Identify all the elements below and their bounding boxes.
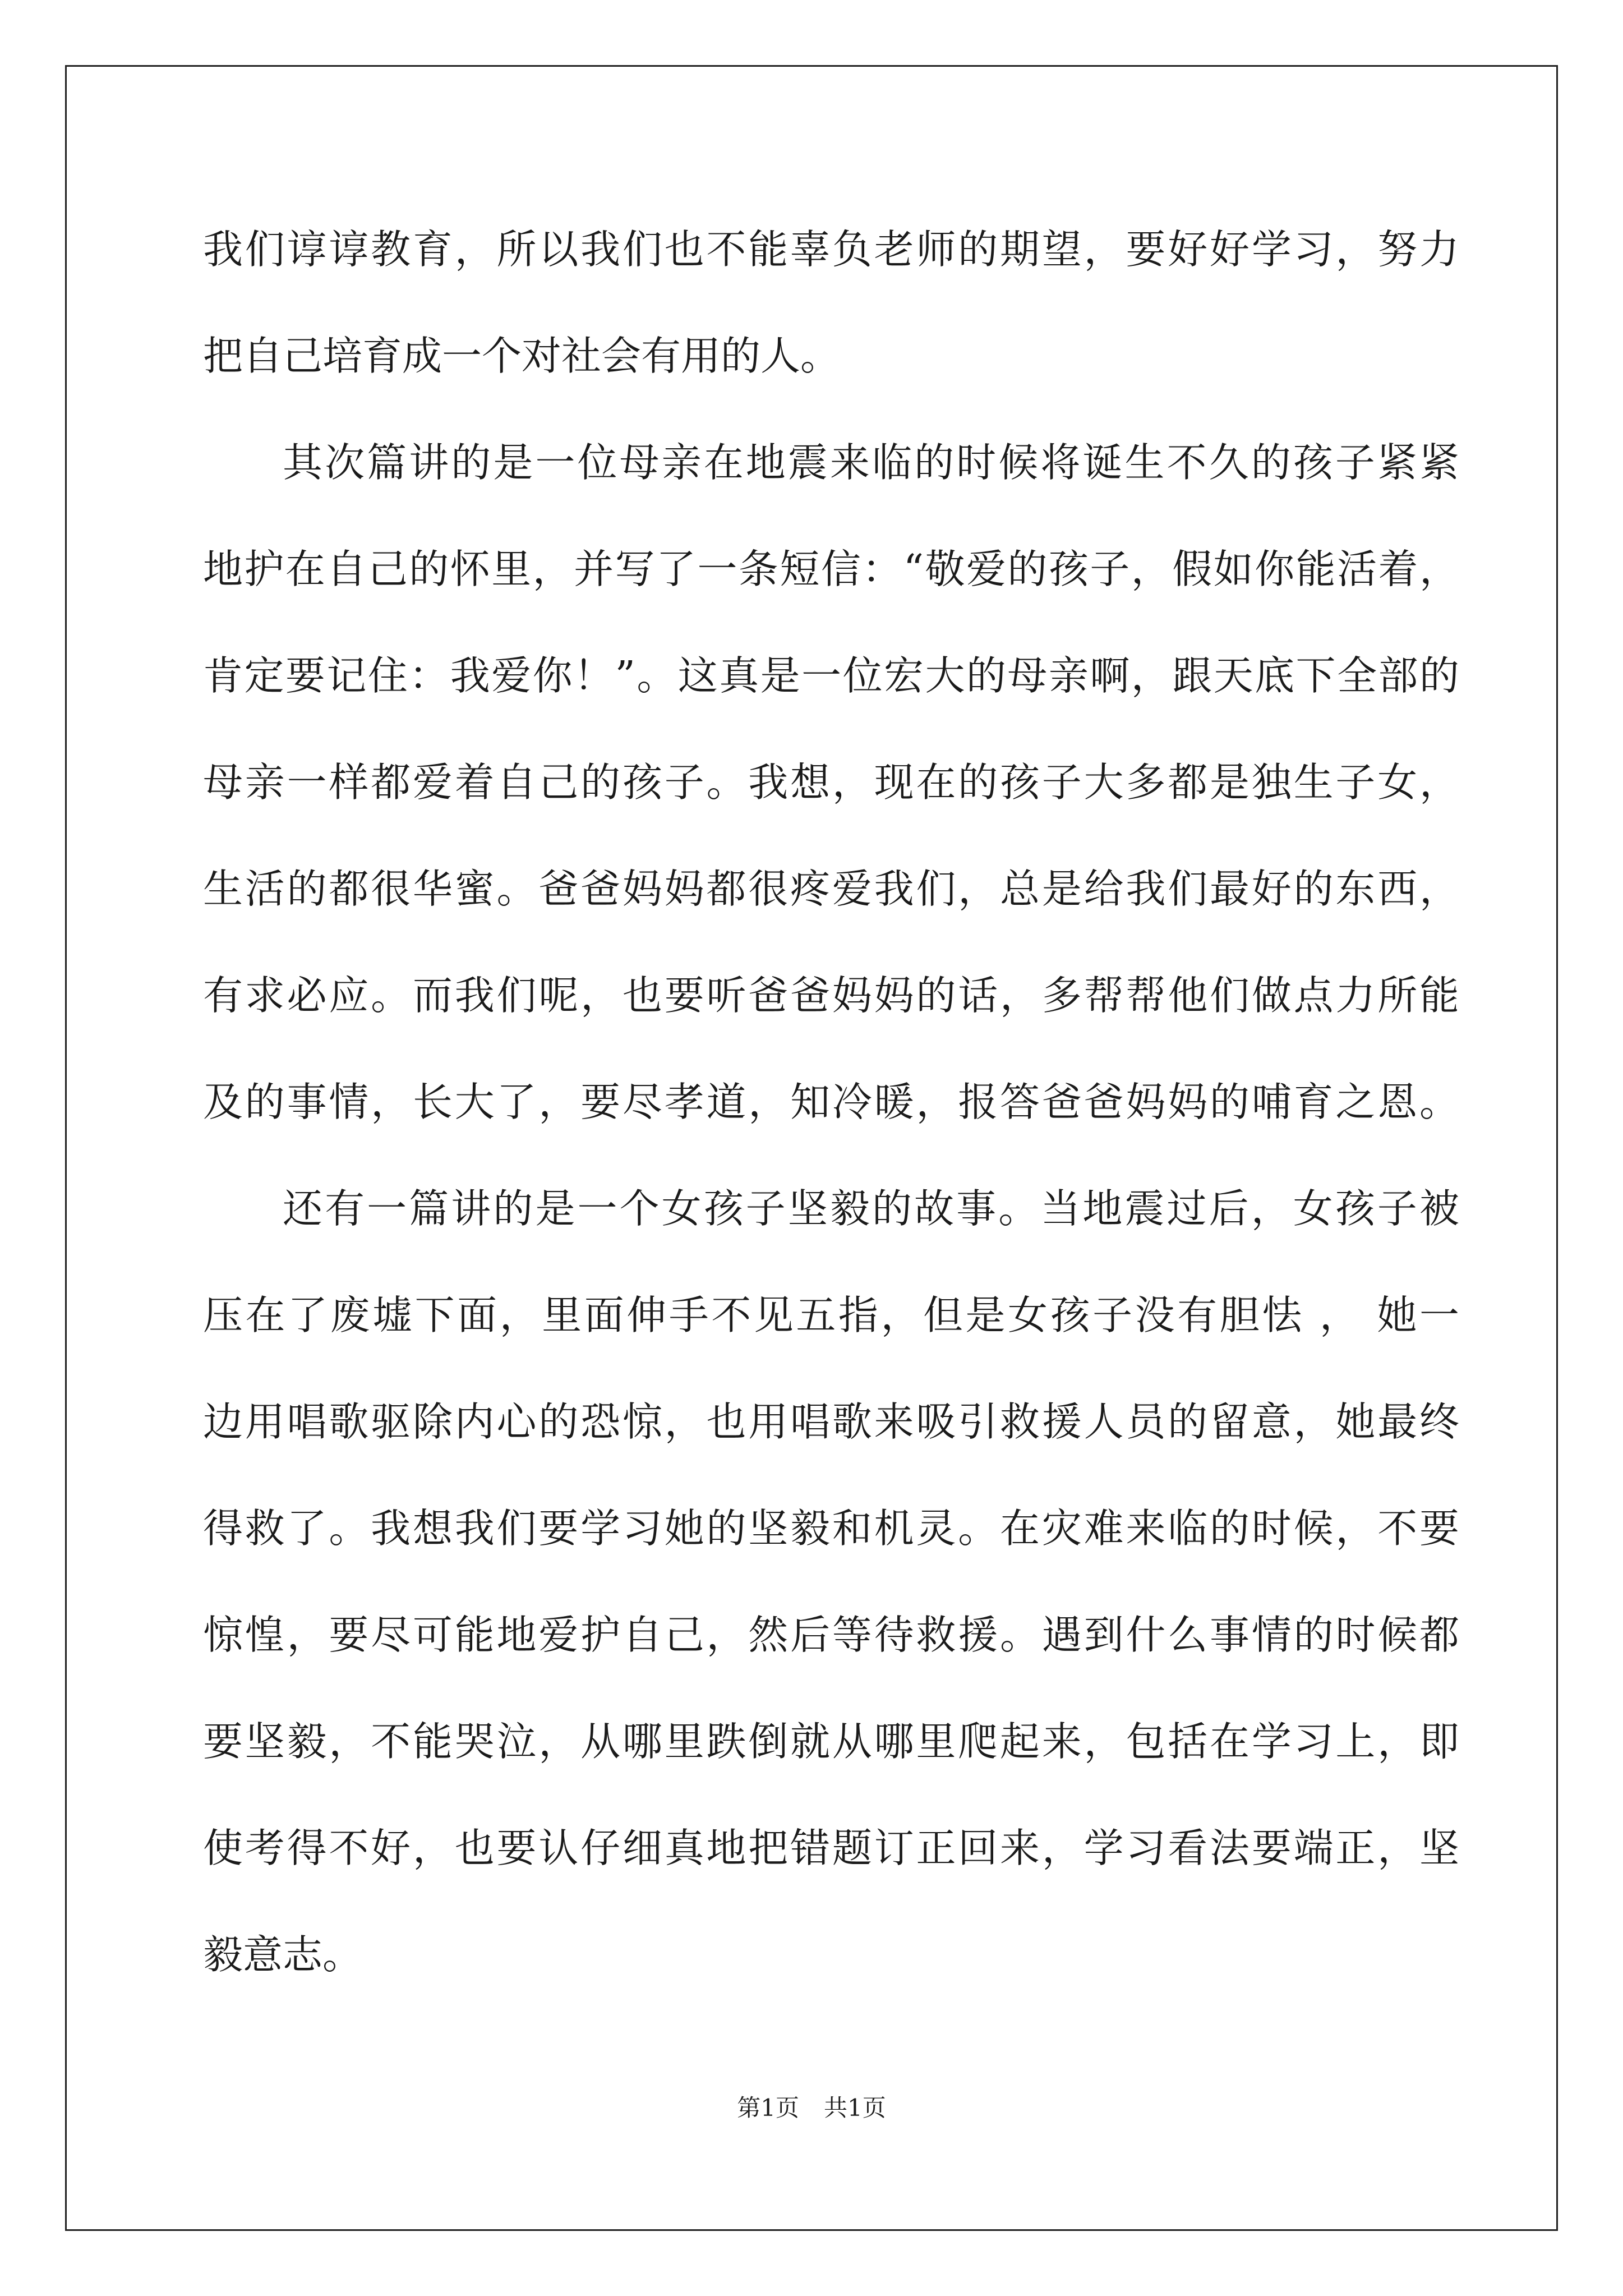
- page-number: 第1页: [737, 2094, 799, 2122]
- text-line: 地护在自己的怀里，并写了一条短信：“敬爱的孩子，假如你能活着，: [203, 546, 1459, 592]
- text-line: 母亲一样都爱着自己的孩子。我想，现在的孩子大多都是独生子女，: [203, 759, 1459, 806]
- text-line: 生活的都很华蜜。爸爸妈妈都很疼爱我们，总是给我们最好的东西，: [203, 866, 1459, 912]
- paragraph-first-line: 还有一篇讲的是一个女孩子坚毅的故事。当地震过后，女孩子被: [283, 1185, 1459, 1232]
- text-line: 肯定要记住：我爱你！”。这真是一位宏大的母亲啊，跟天底下全部的: [203, 652, 1459, 699]
- text-line: 得救了。我想我们要学习她的坚毅和机灵。在灾难来临的时候，不要: [203, 1505, 1459, 1552]
- text-line: 边用唱歌驱除内心的恐惊，也用唱歌来吸引救援人员的留意，她最终: [203, 1398, 1459, 1445]
- document-body: [203, 208, 1459, 2019]
- text-line: 使考得不好，也要认仔细真地把错题订正回来，学习看法要端正，坚: [203, 1825, 1459, 1871]
- text-line: 惊惶，要尽可能地爱护自己，然后等待救援。遇到什么事情的时候都: [203, 1612, 1459, 1658]
- text-line: 毅意志。: [203, 1931, 363, 1978]
- total-pages: 共1页: [824, 2094, 886, 2122]
- text-line: 我们谆谆教育，所以我们也不能辜负老师的期望，要好好学习，努力: [203, 226, 1459, 273]
- text-line: 要坚毅，不能哭泣，从哪里跌倒就从哪里爬起来，包括在学习上，即: [203, 1718, 1459, 1765]
- text-line: 及的事情，长大了，要尽孝道，知冷暖，报答爸爸妈妈的哺育之恩。: [203, 1079, 1459, 1125]
- text-line: 压在了废墟下面，里面伸手不见五指，但是女孩子没有胆怯 ， 她一: [203, 1292, 1459, 1338]
- text-line: 把自己培育成一个对社会有用的人。: [203, 333, 841, 379]
- page-footer: [0, 2090, 1623, 2123]
- text-line: 有求必应。而我们呢，也要听爸爸妈妈的话，多帮帮他们做点力所能: [203, 972, 1459, 1019]
- paragraph-first-line: 其次篇讲的是一位母亲在地震来临的时候将诞生不久的孩子紧紧: [283, 439, 1459, 486]
